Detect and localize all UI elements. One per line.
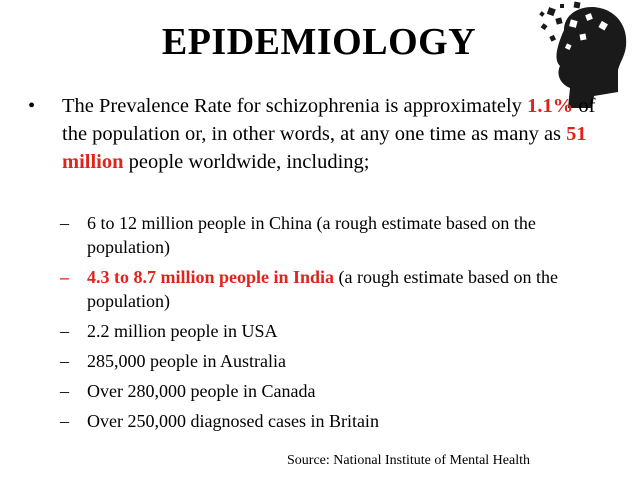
slide-title: EPIDEMIOLOGY xyxy=(161,21,477,63)
list-item-text xyxy=(87,265,600,313)
main-text-part1: The Prevalence Rate for schizophrenia is approximately xyxy=(62,95,528,117)
list-item-body: 285,000 people in Australia xyxy=(87,351,286,371)
dash-marker: – xyxy=(60,213,69,233)
list-item-body: (a rough estimate based on the population) xyxy=(87,267,558,311)
list-item xyxy=(60,409,600,433)
list-item xyxy=(60,379,600,403)
list-item-text xyxy=(87,211,600,259)
list-item-lead: 4.3 to 8.7 million people in India xyxy=(87,267,335,287)
list-item-india xyxy=(60,265,600,313)
source-citation: Source: National Institute of Mental Health xyxy=(287,453,530,468)
list-item-text xyxy=(87,379,600,403)
list-item-body: Over 280,000 people in Canada xyxy=(87,381,316,401)
dash-marker: – xyxy=(60,381,69,401)
list-item-body: Over 250,000 diagnosed cases in Britain xyxy=(87,411,379,431)
list-item-text xyxy=(87,349,600,373)
dash-marker: – xyxy=(60,267,69,287)
main-bullet-text xyxy=(62,92,603,176)
main-text-part2: of the population or, in other words, at any one time as many as xyxy=(62,95,596,145)
list-item xyxy=(60,319,600,343)
dash-marker: – xyxy=(60,321,69,341)
dash-marker: – xyxy=(60,411,69,431)
list-item xyxy=(60,211,600,259)
list-item xyxy=(60,349,600,373)
list-item-body: 6 to 12 million people in China (a rough estimate based on the population) xyxy=(87,213,536,257)
list-item-body: 2.2 million people in USA xyxy=(87,321,278,341)
main-text-part3: people worldwide, including; xyxy=(123,151,370,173)
main-bullet xyxy=(28,92,603,176)
sub-bullet-list xyxy=(60,211,600,439)
list-item-text xyxy=(87,319,600,343)
bullet-dot: • xyxy=(28,95,36,117)
dash-marker: – xyxy=(60,351,69,371)
list-item-text xyxy=(87,409,600,433)
worldwide-count-highlight: 51 million xyxy=(62,123,587,173)
prevalence-rate-highlight: 1.1% xyxy=(527,95,574,117)
